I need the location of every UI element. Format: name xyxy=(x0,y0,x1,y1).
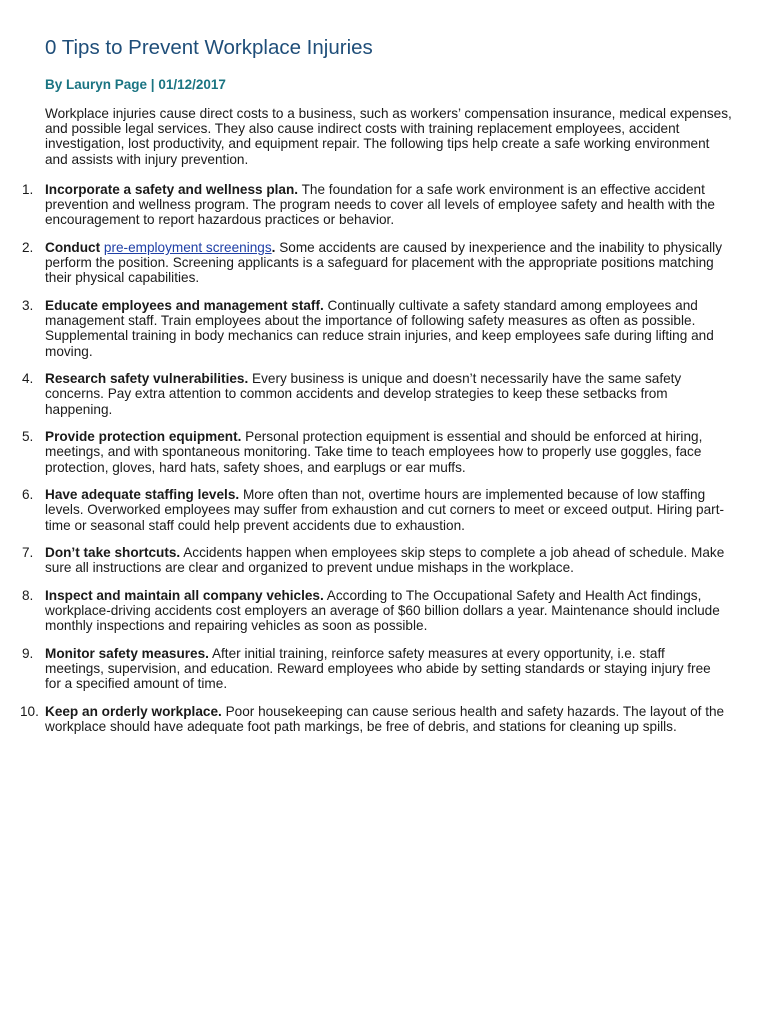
tip-body: After initial training, reinforce safety measures at every opportunity, i.e. staff meetings, supervision, and education. Reward employees who abide by setting standards or staying injury free for a specified amount of time. xyxy=(45,646,711,692)
tip-item xyxy=(0,182,725,228)
tip-number: 4. xyxy=(22,371,34,387)
tip-number: 7. xyxy=(22,545,34,561)
page-title: 0 Tips to Prevent Workplace Injuries xyxy=(45,36,373,59)
tip-title: Incorporate a safety and wellness plan. xyxy=(45,182,299,197)
tip-number: 2. xyxy=(22,240,34,255)
tip-title: Monitor safety measures. xyxy=(45,646,209,661)
tip-body: Some accidents are caused by inexperience and the inability to physically perform the position. Screening applicants is a safeguard for placement with the appropriate positions matching their physical capabilities. xyxy=(45,240,723,286)
tip-body: The foundation for a safe work environment is an effective accident prevention and wellness program. The program needs to cover all levels of employee safety and health with the encouragement to report hazardous practices or behavior. xyxy=(45,182,715,228)
tip-body: Continually cultivate a safety standard among employees and management staff. Train employees about the importance of following safety measures as often as possible. Supplemental training in body mechanics can reduce strain injuries, and keep employees safe during lifting and moving. xyxy=(45,298,714,359)
tip-item xyxy=(0,371,725,417)
tip-number: 1. xyxy=(22,182,34,197)
tip-body: More often than not, overtime hours are implemented because of low staffing levels. Overworked employees may suffer from exhaustion and cut corners to meet or exceed output. Hiring part-time or seasonal staff could help prevent accidents due to exhaustion. xyxy=(45,487,724,533)
author-byline: By Lauryn Page | 01/12/2017 xyxy=(45,77,226,92)
tip-number: 9. xyxy=(22,646,34,661)
tip-number: 6. xyxy=(22,487,34,503)
tip-title: Don’t take shortcuts. xyxy=(45,545,181,561)
tip-item xyxy=(0,240,725,286)
tips-list xyxy=(0,182,768,747)
tip-title-end: . xyxy=(271,240,276,255)
tip-title: Have adequate staffing levels. xyxy=(45,487,240,503)
tip-item xyxy=(0,704,725,734)
tip-title: Research safety vulnerabilities. xyxy=(45,371,249,387)
tip-item xyxy=(0,429,725,475)
tip-body: Accidents happen when employees skip steps to complete a job ahead of schedule. Make sure all instructions are clear and organized to prevent undue mishaps in the workplace. xyxy=(45,545,725,576)
tip-number: 8. xyxy=(22,588,34,603)
tip-number: 10. xyxy=(20,704,39,719)
tip-title: Keep an orderly workplace. xyxy=(45,704,222,719)
tip-body: Poor housekeeping can cause serious health and safety hazards. The layout of the workplace should have adequate foot path markings, be free of debris, and stations for cleaning up spills. xyxy=(45,704,725,735)
pre-employment-screenings-link[interactable]: pre-employment screenings xyxy=(103,240,272,255)
tip-item xyxy=(0,646,725,692)
intro-paragraph: Workplace injuries cause direct costs to a business, such as workers’ compensation insurance, medical expenses, and possible legal services. They also cause indirect costs with training replacement employees, accident investigation, lost productivity, and equipment repair. The following tips help create a safe working environment and assists with injury prevention. xyxy=(45,106,732,167)
tip-title: Conduct xyxy=(45,240,104,255)
tip-number: 3. xyxy=(22,298,34,313)
tip-title: Inspect and maintain all company vehicles. xyxy=(45,588,324,603)
tip-number: 5. xyxy=(22,429,34,445)
tip-item xyxy=(0,298,725,359)
tip-body: According to The Occupational Safety and Health Act findings, workplace-driving accidents cost employers an average of $60 billion dollars a year. Maintenance should include monthly inspections and repairing vehicles as soon as possible. xyxy=(45,588,720,634)
tip-title: Provide protection equipment. xyxy=(45,429,242,445)
tip-item xyxy=(0,588,725,634)
tip-item xyxy=(0,487,725,533)
tip-title: Educate employees and management staff. xyxy=(45,298,324,313)
tip-body: Personal protection equipment is essential and should be enforced at hiring, meetings, and with spontaneous monitoring. Take time to teach employees how to properly use goggles, face protection, gloves, hard hats, safety shoes, and earplugs or ear muffs. xyxy=(45,429,703,475)
tip-item xyxy=(0,545,725,575)
tip-body: Every business is unique and doesn’t necessarily have the same safety concerns. Pay extra attention to common accidents and develop strategies to keep these setbacks from happening. xyxy=(45,371,682,417)
